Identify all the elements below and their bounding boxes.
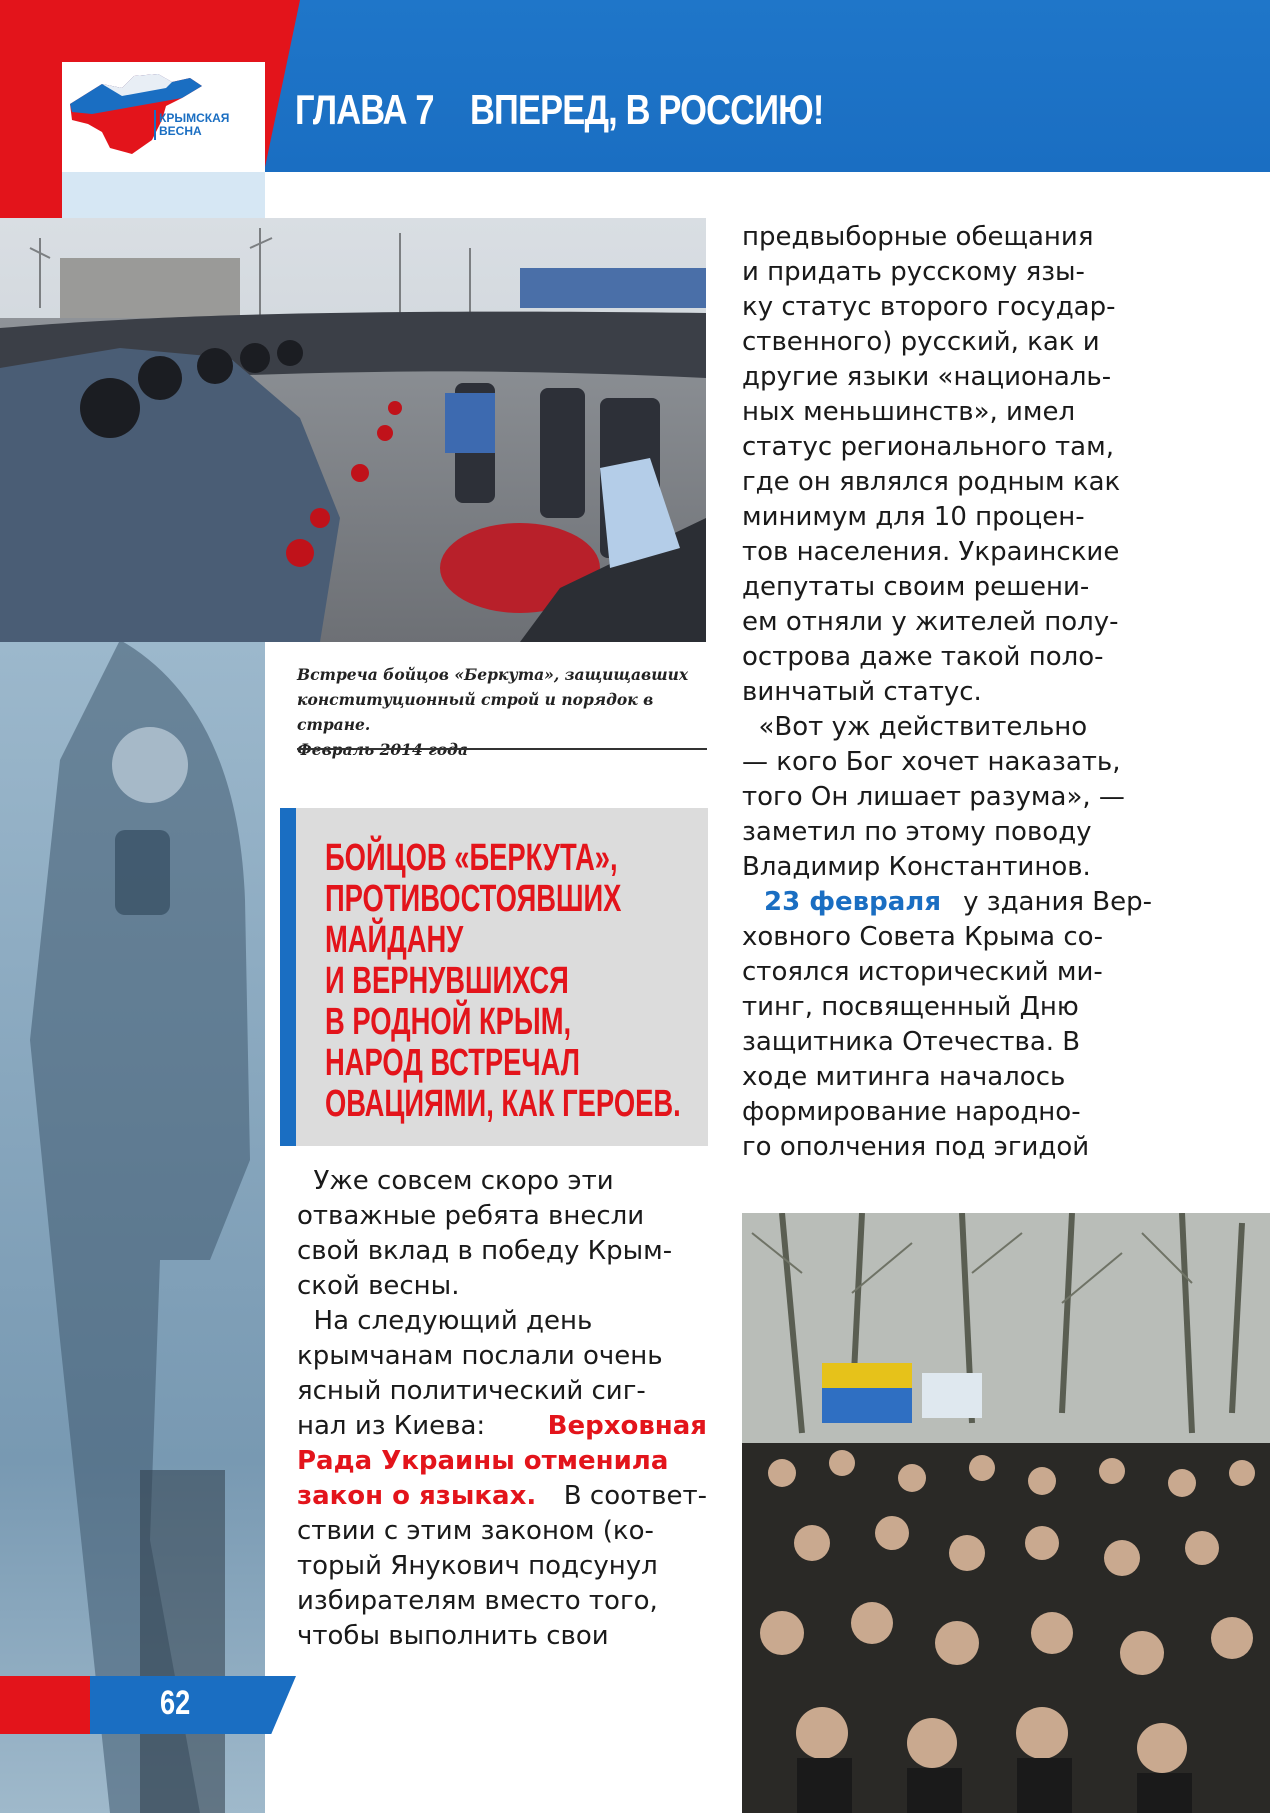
text-span: того Он лишает разума», —	[742, 782, 1125, 812]
crimean-spring-logo	[62, 62, 265, 172]
text-line	[297, 1269, 707, 1304]
text-span: На следующий день	[297, 1306, 593, 1336]
pull-quote-line: В РОДНОЙ КРЫМ,	[325, 1001, 572, 1043]
text-span: заметил по этому поводу	[742, 817, 1092, 847]
body-column-right	[742, 220, 1152, 1165]
text-span: свой вклад в победу Крым-	[297, 1236, 673, 1266]
body-column-left	[297, 1164, 707, 1654]
text-span: крымчанам послали очень	[297, 1341, 663, 1371]
text-span: винчатый статус.	[742, 677, 982, 707]
text-line	[742, 885, 1152, 920]
highlight-red: Верховная	[547, 1411, 707, 1441]
text-span: другие языки «националь-	[742, 362, 1112, 392]
text-span: ховного Совета Крыма со-	[742, 922, 1103, 952]
text-line	[742, 850, 1152, 885]
text-line	[297, 1234, 707, 1269]
text-span: острова даже такой поло-	[742, 642, 1104, 672]
caption-line: Встреча бойцов «Беркута», защищавших	[297, 665, 689, 684]
text-line	[742, 430, 1152, 465]
text-line	[742, 255, 1152, 290]
text-span: депутаты своим решени-	[742, 572, 1090, 602]
pull-quote-line: МАЙДАНУ	[325, 919, 464, 961]
text-line	[742, 990, 1152, 1025]
text-line	[742, 220, 1152, 255]
text-span: тинг, посвященный Дню	[742, 992, 1079, 1022]
text-span: Владимир Константинов.	[742, 852, 1091, 882]
footer-blue-block	[90, 1676, 296, 1734]
text-line	[742, 640, 1152, 675]
pull-quote-line: ПРОТИВОСТОЯВШИХ	[325, 878, 622, 920]
text-line	[297, 1374, 707, 1409]
pull-quote-line: ОВАЦИЯМИ, КАК ГЕРОЕВ.	[325, 1083, 681, 1125]
text-line	[742, 465, 1152, 500]
logo-divider	[154, 110, 156, 140]
footer-red-block	[0, 1676, 90, 1734]
text-span: чтобы выполнить свои	[297, 1621, 609, 1651]
text-line	[742, 1025, 1152, 1060]
text-line	[742, 955, 1152, 990]
text-line	[742, 1060, 1152, 1095]
photo-caption	[297, 662, 707, 762]
text-span: и придать русскому язы-	[742, 257, 1085, 287]
text-span: ходе митинга началось	[742, 1062, 1066, 1092]
pull-quote-accent-bar	[280, 808, 296, 1146]
text-line	[297, 1584, 707, 1619]
highlight-red: Рада Украины отменила	[297, 1446, 669, 1476]
page-number: 62	[160, 1684, 191, 1722]
text-span: стоялся исторический ми-	[742, 957, 1103, 987]
text-span: торый Янукович подсунул	[297, 1551, 658, 1581]
text-line	[297, 1549, 707, 1584]
text-span: у здания Вер-	[963, 887, 1152, 917]
text-line	[297, 1514, 707, 1549]
text-span: тов населения. Украинские	[742, 537, 1120, 567]
text-span: ской весны.	[297, 1271, 460, 1301]
pull-quote-line: НАРОД ВСТРЕЧАЛ	[325, 1042, 580, 1084]
text-line	[742, 920, 1152, 955]
text-span: го ополчения под эгидой	[742, 1132, 1090, 1162]
text-span: Уже совсем скоро эти	[297, 1166, 614, 1196]
text-line	[297, 1479, 707, 1514]
left-tinted-photo	[0, 640, 265, 1813]
text-span: предвыборные обещания	[742, 222, 1094, 252]
text-line	[742, 675, 1152, 710]
text-line	[742, 360, 1152, 395]
text-span: ем отняли у жителей полу-	[742, 607, 1119, 637]
text-line	[297, 1199, 707, 1234]
highlight-blue-date: 23 февраля	[764, 887, 942, 917]
text-span: отважные ребята внесли	[297, 1201, 645, 1231]
chapter-number: ГЛАВА 7	[295, 86, 434, 133]
pull-quote-line: И ВЕРНУВШИХСЯ	[325, 960, 569, 1002]
text-line	[742, 1095, 1152, 1130]
logo-text-line-2: ВЕСНА	[159, 124, 202, 138]
text-line	[742, 500, 1152, 535]
text-span: нал из Киева:	[297, 1411, 486, 1441]
chapter-title: ВПЕРЕД, В РОССИЮ!	[470, 86, 824, 133]
text-span: ственного) русский, как и	[742, 327, 1100, 357]
photo-rally-crowd	[742, 1213, 1270, 1813]
text-line	[742, 745, 1152, 780]
text-line	[742, 535, 1152, 570]
text-line	[297, 1339, 707, 1374]
text-line	[742, 780, 1152, 815]
caption-line: конституционный строй и порядок в стране.	[297, 690, 654, 734]
logo-text	[159, 112, 229, 138]
text-span: «Вот уж действительно	[742, 712, 1088, 742]
text-line	[742, 605, 1152, 640]
text-span: минимум для 10 процен-	[742, 502, 1085, 532]
text-span: ку статус второго государ-	[742, 292, 1116, 322]
pull-quote-line: БОЙЦОВ «БЕРКУТА»,	[325, 837, 618, 879]
text-line	[297, 1304, 707, 1339]
text-line	[297, 1444, 707, 1479]
text-line	[742, 710, 1152, 745]
logo-text-line-1: КРЫМСКАЯ	[159, 111, 230, 125]
highlight-red: закон о языках.	[297, 1481, 537, 1511]
text-line	[742, 1130, 1152, 1165]
text-line	[297, 1619, 707, 1654]
photo-berkut-meeting	[0, 218, 706, 642]
text-line	[297, 1164, 707, 1199]
caption-divider	[297, 748, 707, 750]
text-span: избирателям вместо того,	[297, 1586, 658, 1616]
text-line	[742, 290, 1152, 325]
text-span: ствии с этим законом (ко-	[297, 1516, 654, 1546]
text-line	[742, 815, 1152, 850]
text-span: где он являлся родным как	[742, 467, 1121, 497]
text-line	[742, 325, 1152, 360]
text-line	[742, 570, 1152, 605]
text-span: формирование народно-	[742, 1097, 1081, 1127]
logo-underlay	[62, 172, 265, 218]
text-span: — кого Бог хочет наказать,	[742, 747, 1121, 777]
text-span: статус регионального там,	[742, 432, 1114, 462]
text-line	[297, 1409, 707, 1444]
text-line	[742, 395, 1152, 430]
text-span: ных меньшинств», имел	[742, 397, 1076, 427]
pull-quote-text	[325, 837, 681, 1125]
text-span: ясный политический сиг-	[297, 1376, 646, 1406]
text-span: защитника Отечества. В	[742, 1027, 1081, 1057]
text-span: В соответ-	[563, 1481, 707, 1511]
